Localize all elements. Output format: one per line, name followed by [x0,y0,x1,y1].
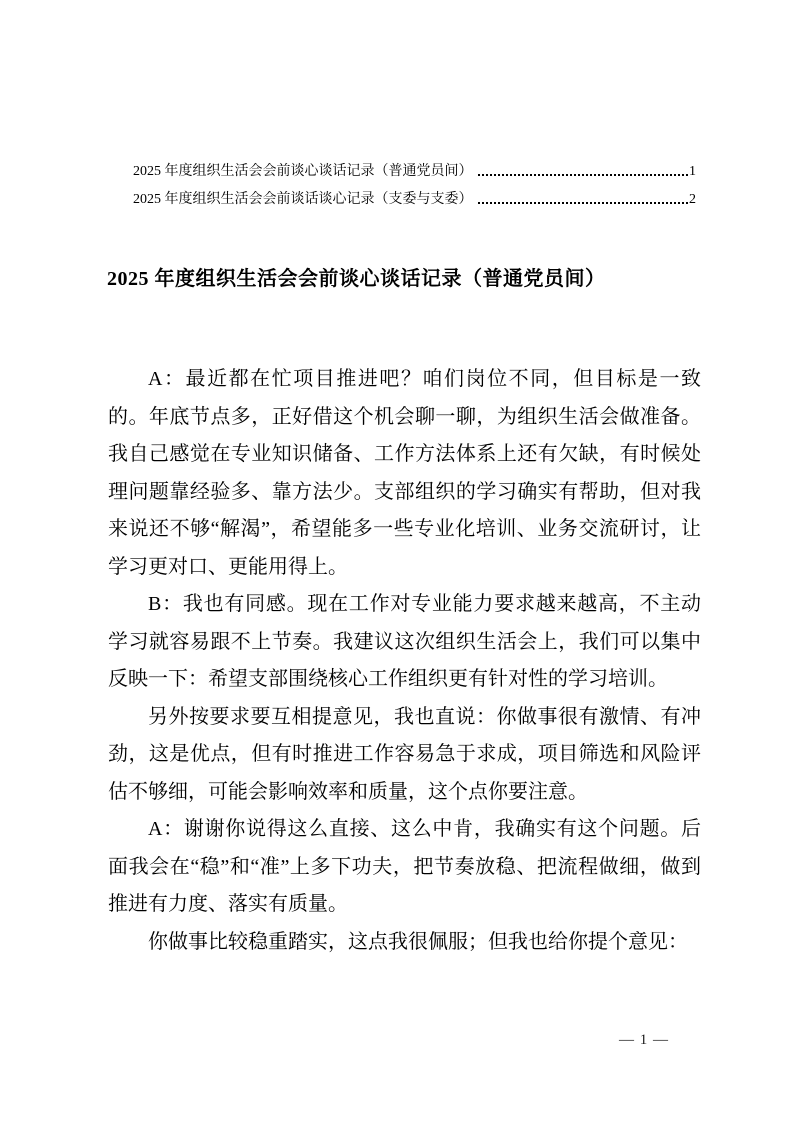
toc-entry-label: 2025 年度组织生活会会前谈心谈话记录（普通党员间） [133,164,473,179]
toc-entry-2[interactable] [133,180,696,208]
toc-entry-page-number: 1 [689,164,696,179]
toc-entry-1[interactable] [133,152,696,180]
document-body [108,361,701,961]
paragraph-dialogue-a-2: A：谢谢你说得这么直接、这么中肯，我确实有这个问题。后面我会在“稳”和“准”上多下功夫，把节奏放稳、把流程做细，做到推进有力度、落实有质量。 [108,818,701,915]
table-of-contents [133,152,696,208]
paragraph-dialogue-b-3: 你做事比较稳重踏实，这点我很佩服；但我也给你提个意见： [148,930,688,953]
page-number: — 1 — [619,1032,669,1048]
toc-dot-leader [478,174,689,176]
paragraph-dialogue-b-2: 另外按要求要互相提意见，我也直说：你做事很有激情、有冲劲，这是优点，但有时推进工作容易急于求成，项目筛选和风险评估不够细，可能会影响效率和质量，这个点你要注意。 [108,705,701,803]
toc-entry-page-number: 2 [689,192,696,207]
document-title: 2025 年度组织生活会会前谈心谈话记录（普通党员间） [107,268,606,290]
paragraph-dialogue-b-1: B：我也有同感。现在工作对专业能力要求越来越高，不主动学习就容易跟不上节奏。我建议这次组织生活会上，我们可以集中反映一下：希望支部围绕核心工作组织更有针对性的学习培训。 [108,593,701,690]
toc-dot-leader [478,202,689,204]
paragraph-dialogue-a-1: A：最近都在忙项目推进吧？咱们岗位不同，但目标是一致的。年底节点多，正好借这个机会聊一聊，为组织生活会做准备。我自己感觉在专业知识储备、工作方法体系上还有欠缺，有时候处理问题靠经验多、靠方法少。支部组织的学习确实有帮助，但对我来说还不够“解渴”，希望能多一些专业化培训、业务交流研讨，让学习更对口、更能用得上。 [108,368,701,578]
toc-entry-label: 2025 年度组织生活会会前谈话谈心记录（支委与支委） [133,192,473,207]
page-footer [619,1032,669,1049]
